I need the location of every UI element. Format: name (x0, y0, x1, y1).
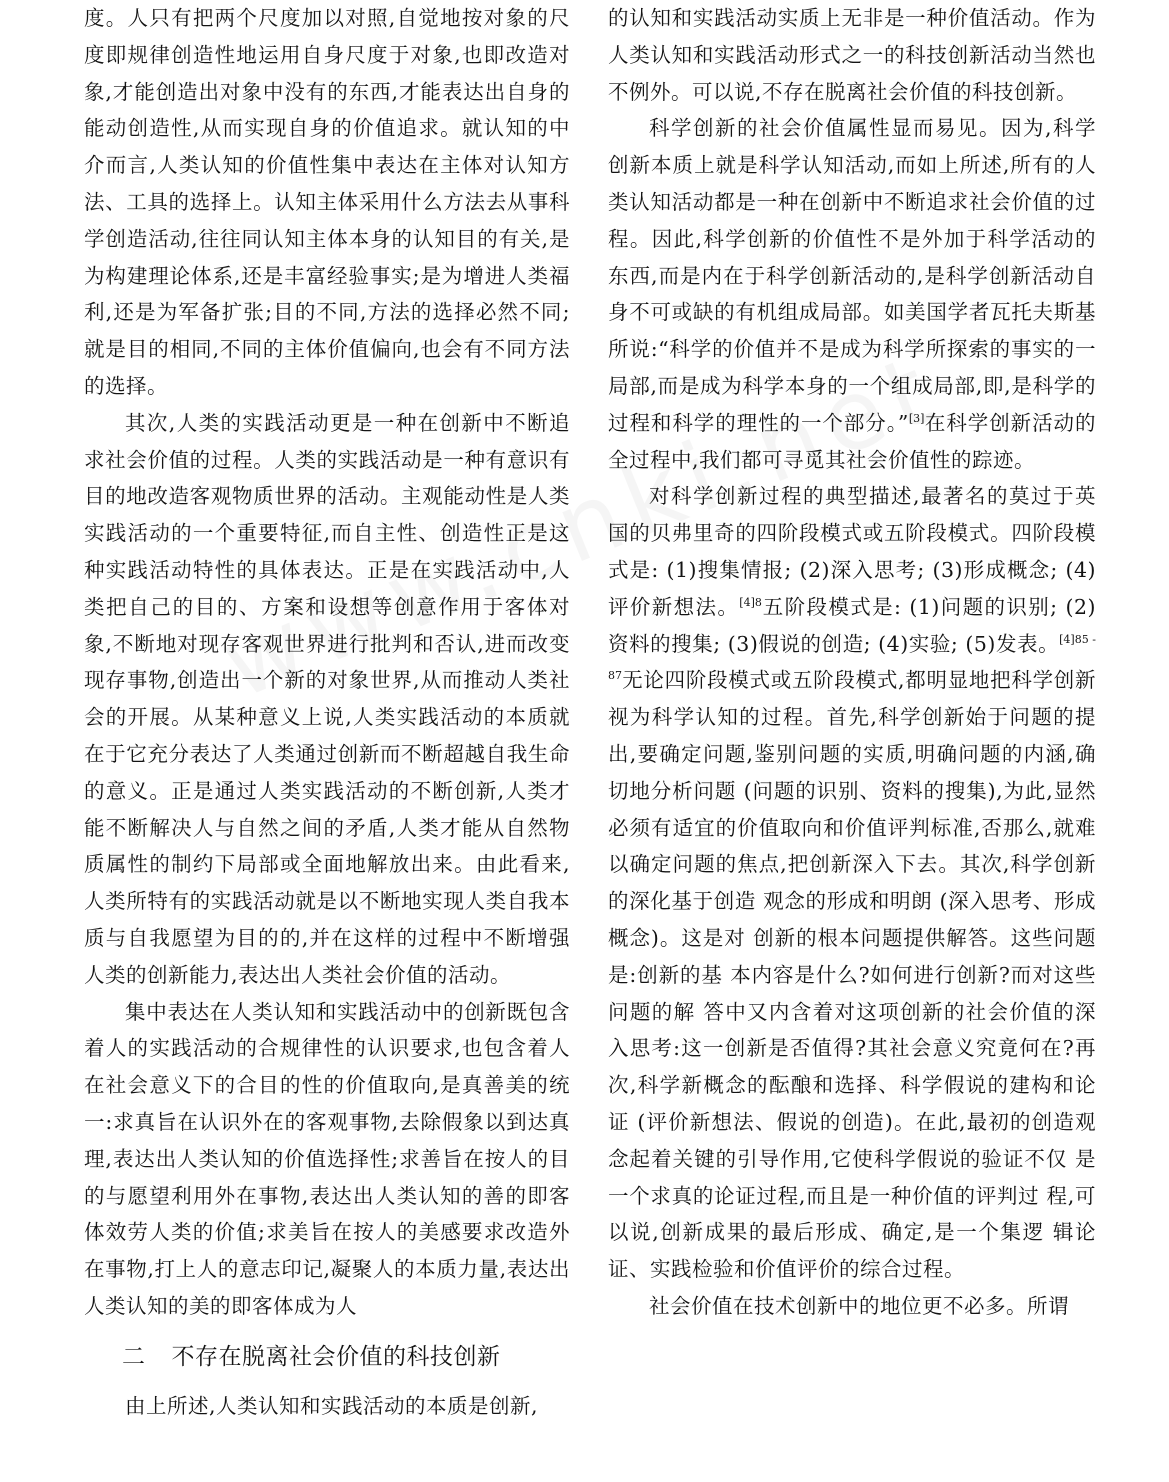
left-bottom-text (84, 1388, 570, 1425)
left-column (84, 0, 570, 1320)
paragraph-text: 科学创新的社会价值属性显而易见。因为,科学创新本质上就是科学认知活动,而如上所述,所有的人类认知活动都是一种在创新中不断追求社会价值的过程。因此,科学创新的价值性不是外加于科学活动的东西,而是内在于科学创新活动的,是科学创新活动自身不可或缺的有机组成局部。如美国学者瓦托夫斯基所说:“科学的价值并不是成为科学所探索的事实的一局部,而是成为科学本身的一个组成局部,即,是科学的过程和科学的理性的一个部分。” (608, 116, 1096, 435)
body-paragraph: 的认知和实践活动实质上无非是一种价值活动。作为人类认知和实践活动形式之一的科技创新活动当然也不例外。可以说,不存在脱离社会价值的科技创新。 (608, 6, 1096, 104)
section-title: 不存在脱离社会价值的科技创新 (171, 1344, 501, 1370)
paragraph-text: 对科学创新过程的典型描述,最著名的莫过于英国的贝弗里奇的四阶段模式或五阶段模式。四阶段模式是: (1)搜集情报; (2)深入思考; (3)形成概念; (4)评价新想法。 (608, 484, 1096, 619)
citation-ref: [4]8 (739, 595, 762, 609)
body-paragraph: 社会价值在技术创新中的地位更不必多。所谓 (649, 1293, 1069, 1318)
body-paragraph: 集中表达在人类认知和实践活动中的创新既包含着人的实践活动的合规律性的认识要求,也包含着人在社会意义下的合目的性的价值取向,是真善美的统一:求真旨在认识外在的客观事物,去除假象以到达真理,表达出人类认知的价值选择性;求善旨在按人的目的与愿望利用外在事物,表达出人类认知的善的即客体效劳人类的价值;求美旨在按人的美感要求改造外在事物,打上人的意志印记,凝聚人的本质力量,表达出人类认知的美的即客体成为人 (84, 999, 570, 1318)
section-number: 二 (122, 1344, 146, 1370)
body-paragraph (608, 478, 1096, 1288)
body-paragraph: 由上所述,人类认知和实践活动的本质是创新, (125, 1394, 539, 1418)
right-column (608, 0, 1096, 1482)
paragraph-text: 在科学创新活动的全过程中,我们都可寻觅其社会价值性的踪迹。 (608, 410, 1096, 472)
citation-ref: [4]85 - 87 (608, 632, 1096, 683)
body-paragraph: 度。人只有把两个尺度加以对照,自觉地按对象的尺度即规律创造性地运用自身尺度于对象,也即改造对象,才能创造出对象中没有的东西,才能表达出自身的能动创造性,从而实现自身的价值追求。就认知的中介而言,人类认知的价值性集中表达在主体对认知方法、工具的选择上。认知主体采用什么方法去从事科学创造活动,往往同认知主体本身的认知目的有关,是为构建理论体系,还是丰富经验事实;是为增进人类福利,还是为军备扩张;目的不同,方法的选择必然不同;就是目的相同,不同的主体价值偏向,也会有不同方法的选择。 (84, 6, 570, 398)
citation-ref: [3] (908, 411, 925, 425)
body-paragraph (608, 110, 1096, 478)
paragraph-text: 五阶段模式是: (1)问题的识别; (2)资料的搜集; (3)假说的创造; (4)实验; (5)发表。 (608, 594, 1096, 656)
body-paragraph: 其次,人类的实践活动更是一种在创新中不断追求社会价值的过程。人类的实践活动是一种有意识有目的地改造客观物质世界的活动。主观能动性是人类实践活动的一个重要特征,而自主性、创造性正是这种实践活动特性的具体表达。正是在实践活动中,人类把自己的目的、方案和设想等创意作用于客体对象,不断地对现存客观世界进行批判和否认,进而改变现存事物,创造出一个新的对象世界,从而推动人类社会的开展。从某种意义上说,人类实践活动的本质就在于它充分表达了人类通过创新而不断超越自我生命的意义。正是通过人类实践活动的不断创新,人类才能不断解决人与自然之间的矛盾,人类才能从自然物质属性的制约下局部或全面地解放出来。由此看来,人类所特有的实践活动就是以不断地实现人类自我本质与自我愿望为目的的,并在这样的过程中不断增强人类的创新能力,表达出人类社会价值的活动。 (84, 410, 570, 987)
section-heading (122, 1338, 582, 1371)
paragraph-text: 无论四阶段模式或五阶段模式,都明显地把科学创新视为科学认知的过程。首先,科学创新始于问题的提出,要确定问题,鉴别问题的实质,明确问题的内涵,确切地分析问题 (问题的识别、资料的搜集),为此,显然必须有适宜的价值取向和价值评判标准,否那么,就难以确定问题的焦点,把创新深入下去。其次,科学创新的深化基于创造 观念的形成和明朗 (深入思考、形成概念)。这是对 创新的根本问题提供解答。这些问题是:创新的基 本内容是什么?如何进行创新?而对这些问题的解 答中又内含着对这项创新的社会价值的深入思考:这一创新是否值得?其社会意义究竟何在?再次,科学新概念的酝酿和选择、科学假说的建构和论证 (评价新想法、假说的创造)。在此,最初的创造观 念起着关键的引导作用,它使科学假说的验证不仅 是一个求真的论证过程,而且是一种价值的评判过 程,可以说,创新成果的最后形成、确定,是一个集逻 辑论证、实践检验和价值评价的综合过程。 (608, 668, 1096, 1282)
